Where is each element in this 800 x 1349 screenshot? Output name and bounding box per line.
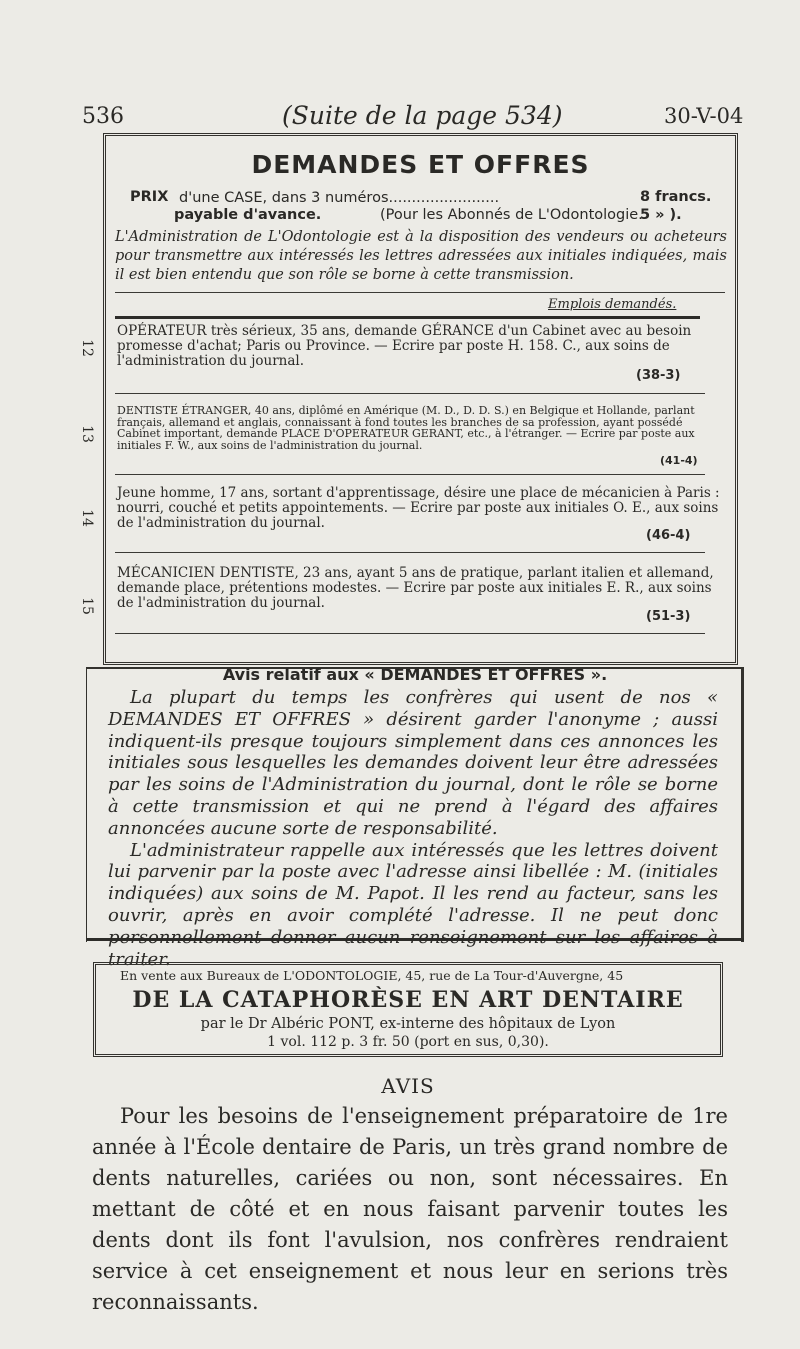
avis-relatif-text <box>108 687 718 970</box>
subscriber-price-amount: 5 » ). <box>640 207 682 223</box>
ad-item: DENTISTE ÉTRANGER, 40 ans, diplômé en Amérique (M. D., D. D. S.) en Belgique et Hollande, parlant français, allemand et anglais, connaissant à fond toutes les branches de sa profession, ayant possédé Cabinet important, demande PLACE D'OPERATEUR GERANT, etc., à l'étranger. — Ecrire par poste aux initiales F. W., aux soins de l'administration du journal. <box>117 404 695 452</box>
section-label: Emplois demandés. <box>548 297 677 312</box>
divider <box>115 316 700 319</box>
book-sale-line: En vente aux Bureaux de L'ODONTOLOGIE, 45, rue de La Tour-d'Auvergne, 45 <box>120 968 624 983</box>
subscriber-price-text: (Pour les Abonnés de L'Odontologie. <box>380 207 643 223</box>
margin-number: 13 <box>78 425 95 443</box>
ad-item: Jeune homme, 17 ans, sortant d'apprentissage, désire une place de mécanicien à Paris : nourri, couché et petits appointements. — Ecrire par poste aux initiales O. E., aux soins de l'administration du journal. <box>117 485 720 531</box>
avis-relatif-title: Avis relatif aux « DEMANDES ET OFFRES ». <box>222 665 608 684</box>
ad-item: MÉCANICIEN DENTISTE, 23 ans, ayant 5 ans de pratique, parlant italien et allemand, demande place, prétentions modestes. — Ecrire par poste aux initiales E. R., aux soins de l'administration du journal. <box>117 565 714 611</box>
admin-notice: L'Administration de L'Odontologie est à la disposition des vendeurs ou acheteurs pour transmettre aux intéressés les lettres adressées aux initiales indiquées, mais il est bien entendu que son rôle se borne à cette transmission. <box>115 229 727 283</box>
divider <box>115 474 705 475</box>
price-text: d'une CASE, dans 3 numéros........................ <box>179 190 500 206</box>
book-title: DE LA CATAPHORÈSE EN ART DENTAIRE <box>132 987 684 1013</box>
book-details: 1 vol. 112 p. 3 fr. 50 (port en sus, 0,30). <box>267 1034 549 1050</box>
ad-reference: (41-4) <box>660 454 698 467</box>
avis-title: AVIS <box>381 1074 435 1098</box>
ad-reference: (38-3) <box>636 368 681 383</box>
ad-reference: (51-3) <box>646 609 691 624</box>
issue-date: 30-V-04 <box>664 104 744 128</box>
divider <box>115 552 705 553</box>
continuation-note: (Suite de la page 534) <box>282 101 563 130</box>
divider <box>115 393 705 394</box>
divider <box>115 292 725 293</box>
margin-number: 12 <box>78 339 95 357</box>
book-author: par le Dr Albéric PONT, ex-interne des hôpitaux de Lyon <box>200 1016 616 1032</box>
page-number: 536 <box>82 104 124 129</box>
ad-reference: (46-4) <box>646 528 691 543</box>
payment-terms: payable d'avance. <box>174 207 322 223</box>
avis-text: Pour les besoins de l'enseignement préparatoire de 1re année à l'École dentaire de Paris, un très grand nombre de dents naturelles, cariées ou non, sont nécessaires. En mettant de côté et en nous faisant parvenir toutes les dents dont ils font l'avulsion, nos confrères rendraient service à cet enseignement et nous leur en serions très reconnaissants. <box>92 1104 728 1314</box>
divider <box>115 633 705 634</box>
price-amount: 8 francs. <box>640 189 712 205</box>
margin-number: 14 <box>78 509 95 527</box>
price-label: PRIX <box>130 189 169 205</box>
ad-item: OPÉRATEUR très sérieux, 35 ans, demande GÉRANCE d'un Cabinet avec au besoin promesse d'achat; Paris ou Province. — Ecrire par poste H. 158. C., aux soins de l'administration du journal. <box>117 323 692 369</box>
margin-number: 15 <box>78 597 95 615</box>
avis-relatif-paragraph: La plupart du temps les confrères qui usent de nos « DEMANDES ET OFFRES » désirent garder l'anonyme ; aussi indiquent-ils presque toujours simplement dans ces annonces les initiales sous lesquelles les demandes doivent leur être adressées par les soins de l'Administration du journal, dont le rôle se borne à cette transmission et qui ne prend à l'égard des affaires annoncées aucune sorte de responsabilité. <box>108 687 718 839</box>
ads-title: DEMANDES ET OFFRES <box>251 150 590 179</box>
avis-relatif-paragraph: L'administrateur rappelle aux intéressés que les lettres doivent lui parvenir par la poste avec l'adresse ainsi libellée : M. (initiales indiquées) aux soins de M. Papot. Il les rend au facteur, sans les ouvrir, après en avoir complété l'adresse. Il ne peut donc personnellement donner aucun renseignement sur les affaires à traiter. <box>108 839 718 970</box>
